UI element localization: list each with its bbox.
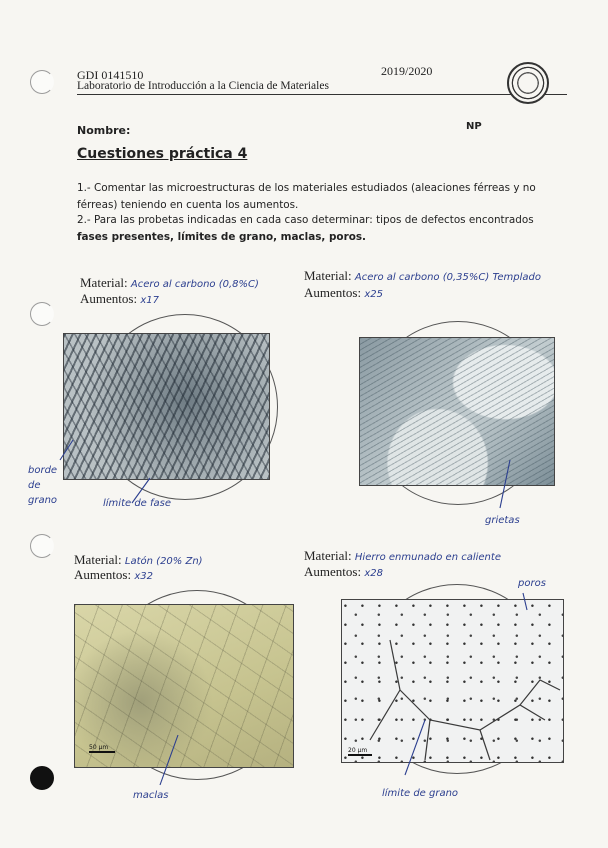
sample-4-aumentos: Aumentos: x28 [304, 564, 383, 579]
annotation-limite-de-fase: límite de fase [103, 498, 172, 509]
sample-4-material: Material: Hierro enmunado en caliente [304, 548, 501, 563]
question-1: 1.- Comentar las microestructuras de los materiales estudiados (aleaciones férreas y no férreas) teniendo en cuenta los aumentos. [77, 182, 536, 211]
nombre-label: Nombre: [77, 124, 131, 137]
sample-3-aumentos: Aumentos: x32 [74, 567, 153, 582]
annotation-grietas: grietas [485, 515, 520, 526]
page-title: Cuestiones práctica 4 [77, 146, 248, 162]
annotation-maclas: maclas [133, 790, 169, 801]
academic-year: 2019/2020 [381, 64, 433, 78]
np-label: NP [466, 121, 482, 132]
sample-2-aumentos: Aumentos: x25 [304, 285, 383, 300]
sample-3-material: Material: Latón (20% Zn) [74, 552, 203, 567]
course-code: GDI 0141510 [77, 68, 144, 82]
annotation-borde-de-grano: borde de grano [28, 465, 58, 506]
sample-4-scale-bar: 20 µm [348, 747, 368, 754]
sample-1-aumentos: Aumentos: x17 [80, 291, 159, 306]
sample-2-material: Material: Acero al carbono (0,35%C) Templado [304, 268, 541, 283]
annotation-poros: poros [518, 578, 546, 589]
sample-3-scale-bar: 50 µm [89, 744, 109, 751]
annotation-limite-de-grano: límite de grano [382, 788, 459, 799]
sample-1-material: Material: Acero al carbono (0,8%C) [80, 275, 259, 290]
question-2: 2.- Para las probetas indicadas en cada caso determinar: tipos de defectos encontrados fases presentes, límites de grano, maclas, poros. [77, 214, 534, 243]
lab-name: Laboratorio de Introducción a la Ciencia de Materiales [77, 80, 329, 92]
